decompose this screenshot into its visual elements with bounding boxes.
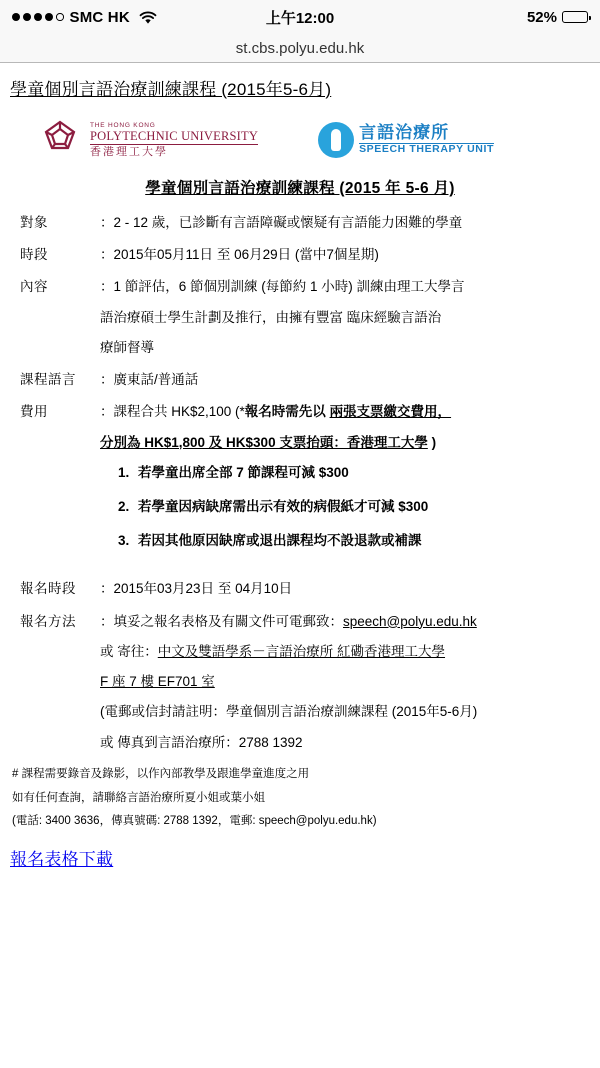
signal-strength-icon <box>12 13 64 21</box>
detail-line: ：課程合共 HK$2,100 (*報名時需先以 兩張支票繳交費用， <box>100 404 452 420</box>
polyu-logo <box>38 118 258 162</box>
detail-label: 報名時段 <box>20 581 76 597</box>
detail-line: 療師督導 <box>100 339 154 355</box>
speech-therapy-unit-logo-text <box>359 124 494 155</box>
wifi-icon <box>139 10 157 24</box>
list-item-text: 若因其他原因缺席或退出課程均不設退款或補課 <box>138 533 422 549</box>
list-item-number: 2. <box>118 498 130 514</box>
detail-label: 報名方法 <box>20 613 76 629</box>
detail-row <box>10 403 590 566</box>
detail-line: ：2 - 12 歲，已診斷有言語障礙或懷疑有言語能力困難的學童 <box>100 215 463 230</box>
detail-line: (電郵或信封請註明：學童個別言語治療訓練課程 (2015年5-6月) <box>100 704 478 720</box>
detail-value <box>96 246 590 264</box>
detail-value <box>96 403 590 566</box>
detail-value <box>96 214 590 232</box>
speech-therapy-unit-logo <box>318 122 494 158</box>
polyu-line1: THE HONG KONG <box>90 121 156 129</box>
detail-line: 分別為 HK$1,800 及 HK$300 支票抬頭：香港理工大學 ) <box>100 434 437 450</box>
stu-english-name: SPEECH THERAPY UNIT <box>359 143 494 156</box>
footnote-line: 如有任何查詢，請聯絡言語治療所夏小姐或葉小姐 <box>12 791 265 804</box>
course-title-link[interactable]: 學童個別言語治療訓練課程 (2015年5-6月) <box>10 80 332 99</box>
detail-label: 費用 <box>20 404 48 420</box>
detail-value <box>96 580 590 598</box>
detail-value <box>96 371 590 389</box>
list-item-number: 3. <box>118 533 130 549</box>
detail-label: 對象 <box>20 215 48 230</box>
detail-row <box>10 214 590 232</box>
detail-label: 內容 <box>20 279 48 295</box>
detail-row <box>10 246 590 264</box>
detail-line: 或 傳真到言語治療所：2788 1392 <box>100 734 303 750</box>
footnote-line: # 課程需要錄音及錄影，以作內部教學及跟進學童進度之用 <box>12 767 310 780</box>
detail-line: ：2015年05月11日 至 06月29日 (當中7個星期) <box>100 247 379 263</box>
detail-row <box>10 278 590 357</box>
list-item <box>100 464 590 482</box>
fee-conditions-list <box>100 464 590 551</box>
list-item <box>100 498 590 516</box>
logo-row <box>10 118 590 162</box>
detail-line: 語治療碩士學生計劃及推行，由擁有豐富 臨床經驗言語治 <box>100 309 442 325</box>
list-item-number: 1. <box>118 464 130 480</box>
page-content <box>0 75 600 870</box>
detail-line: ：2015年03月23日 至 04月10日 <box>100 581 293 597</box>
polyu-logo-text <box>90 122 258 158</box>
detail-line: ：1 節評估，6 節個別訓練 (每節約 1 小時) 訓練由理工大學言 <box>100 279 465 295</box>
polyu-line3: 香港理工大學 <box>90 144 258 159</box>
footnote-line: (電話: 3400 3636，傳真號碼: 2788 1392，電郵: speech@polyu.edu.hk) <box>12 815 377 828</box>
detail-line: F 座 7 樓 EF701 室 <box>100 674 215 690</box>
url-text: st.cbs.polyu.edu.hk <box>235 39 365 57</box>
detail-line: 或 寄往：中文及雙語學系－言語治療所 紅磡香港理工大學 <box>100 643 446 659</box>
detail-value <box>96 613 590 752</box>
list-item-text: 若學童出席全部 7 節課程可減 $300 <box>138 464 349 480</box>
polyu-line2: POLYTECHNIC UNIVERSITY <box>90 129 259 144</box>
status-bar-right <box>527 9 588 26</box>
address-bar[interactable] <box>0 34 600 63</box>
detail-label: 時段 <box>20 247 48 263</box>
detail-row <box>10 613 590 752</box>
footnotes <box>10 766 590 831</box>
detail-row <box>10 580 590 598</box>
stu-chinese-name: 言語治療所 <box>359 123 450 143</box>
carrier-label: SMC HK <box>69 8 130 26</box>
status-bar-left <box>12 9 157 26</box>
list-item <box>100 532 590 550</box>
detail-label: 課程語言 <box>20 372 76 388</box>
detail-line: ：廣東話/普通話 <box>100 372 199 388</box>
detail-row <box>10 371 590 389</box>
course-details <box>10 214 590 752</box>
detail-value <box>96 278 590 357</box>
speech-therapy-unit-logo-icon <box>318 122 354 158</box>
detail-line: ：填妥之報名表格及有關文件可電郵致：speech@polyu.edu.hk <box>100 613 477 629</box>
registration-form-download-link[interactable]: 報名表格下載 <box>10 850 114 870</box>
list-item-text: 若學童因病缺席需出示有效的病假紙才可減 $300 <box>138 498 429 514</box>
polyu-logo-icon <box>38 118 82 162</box>
status-bar <box>0 0 600 34</box>
clock-label: 上午12:00 <box>265 9 335 27</box>
battery-percent-label: 52% <box>526 8 557 26</box>
battery-icon <box>562 11 588 23</box>
document-title: 學童個別言語治療訓練課程 (2015 年 5-6 月) <box>145 180 455 197</box>
